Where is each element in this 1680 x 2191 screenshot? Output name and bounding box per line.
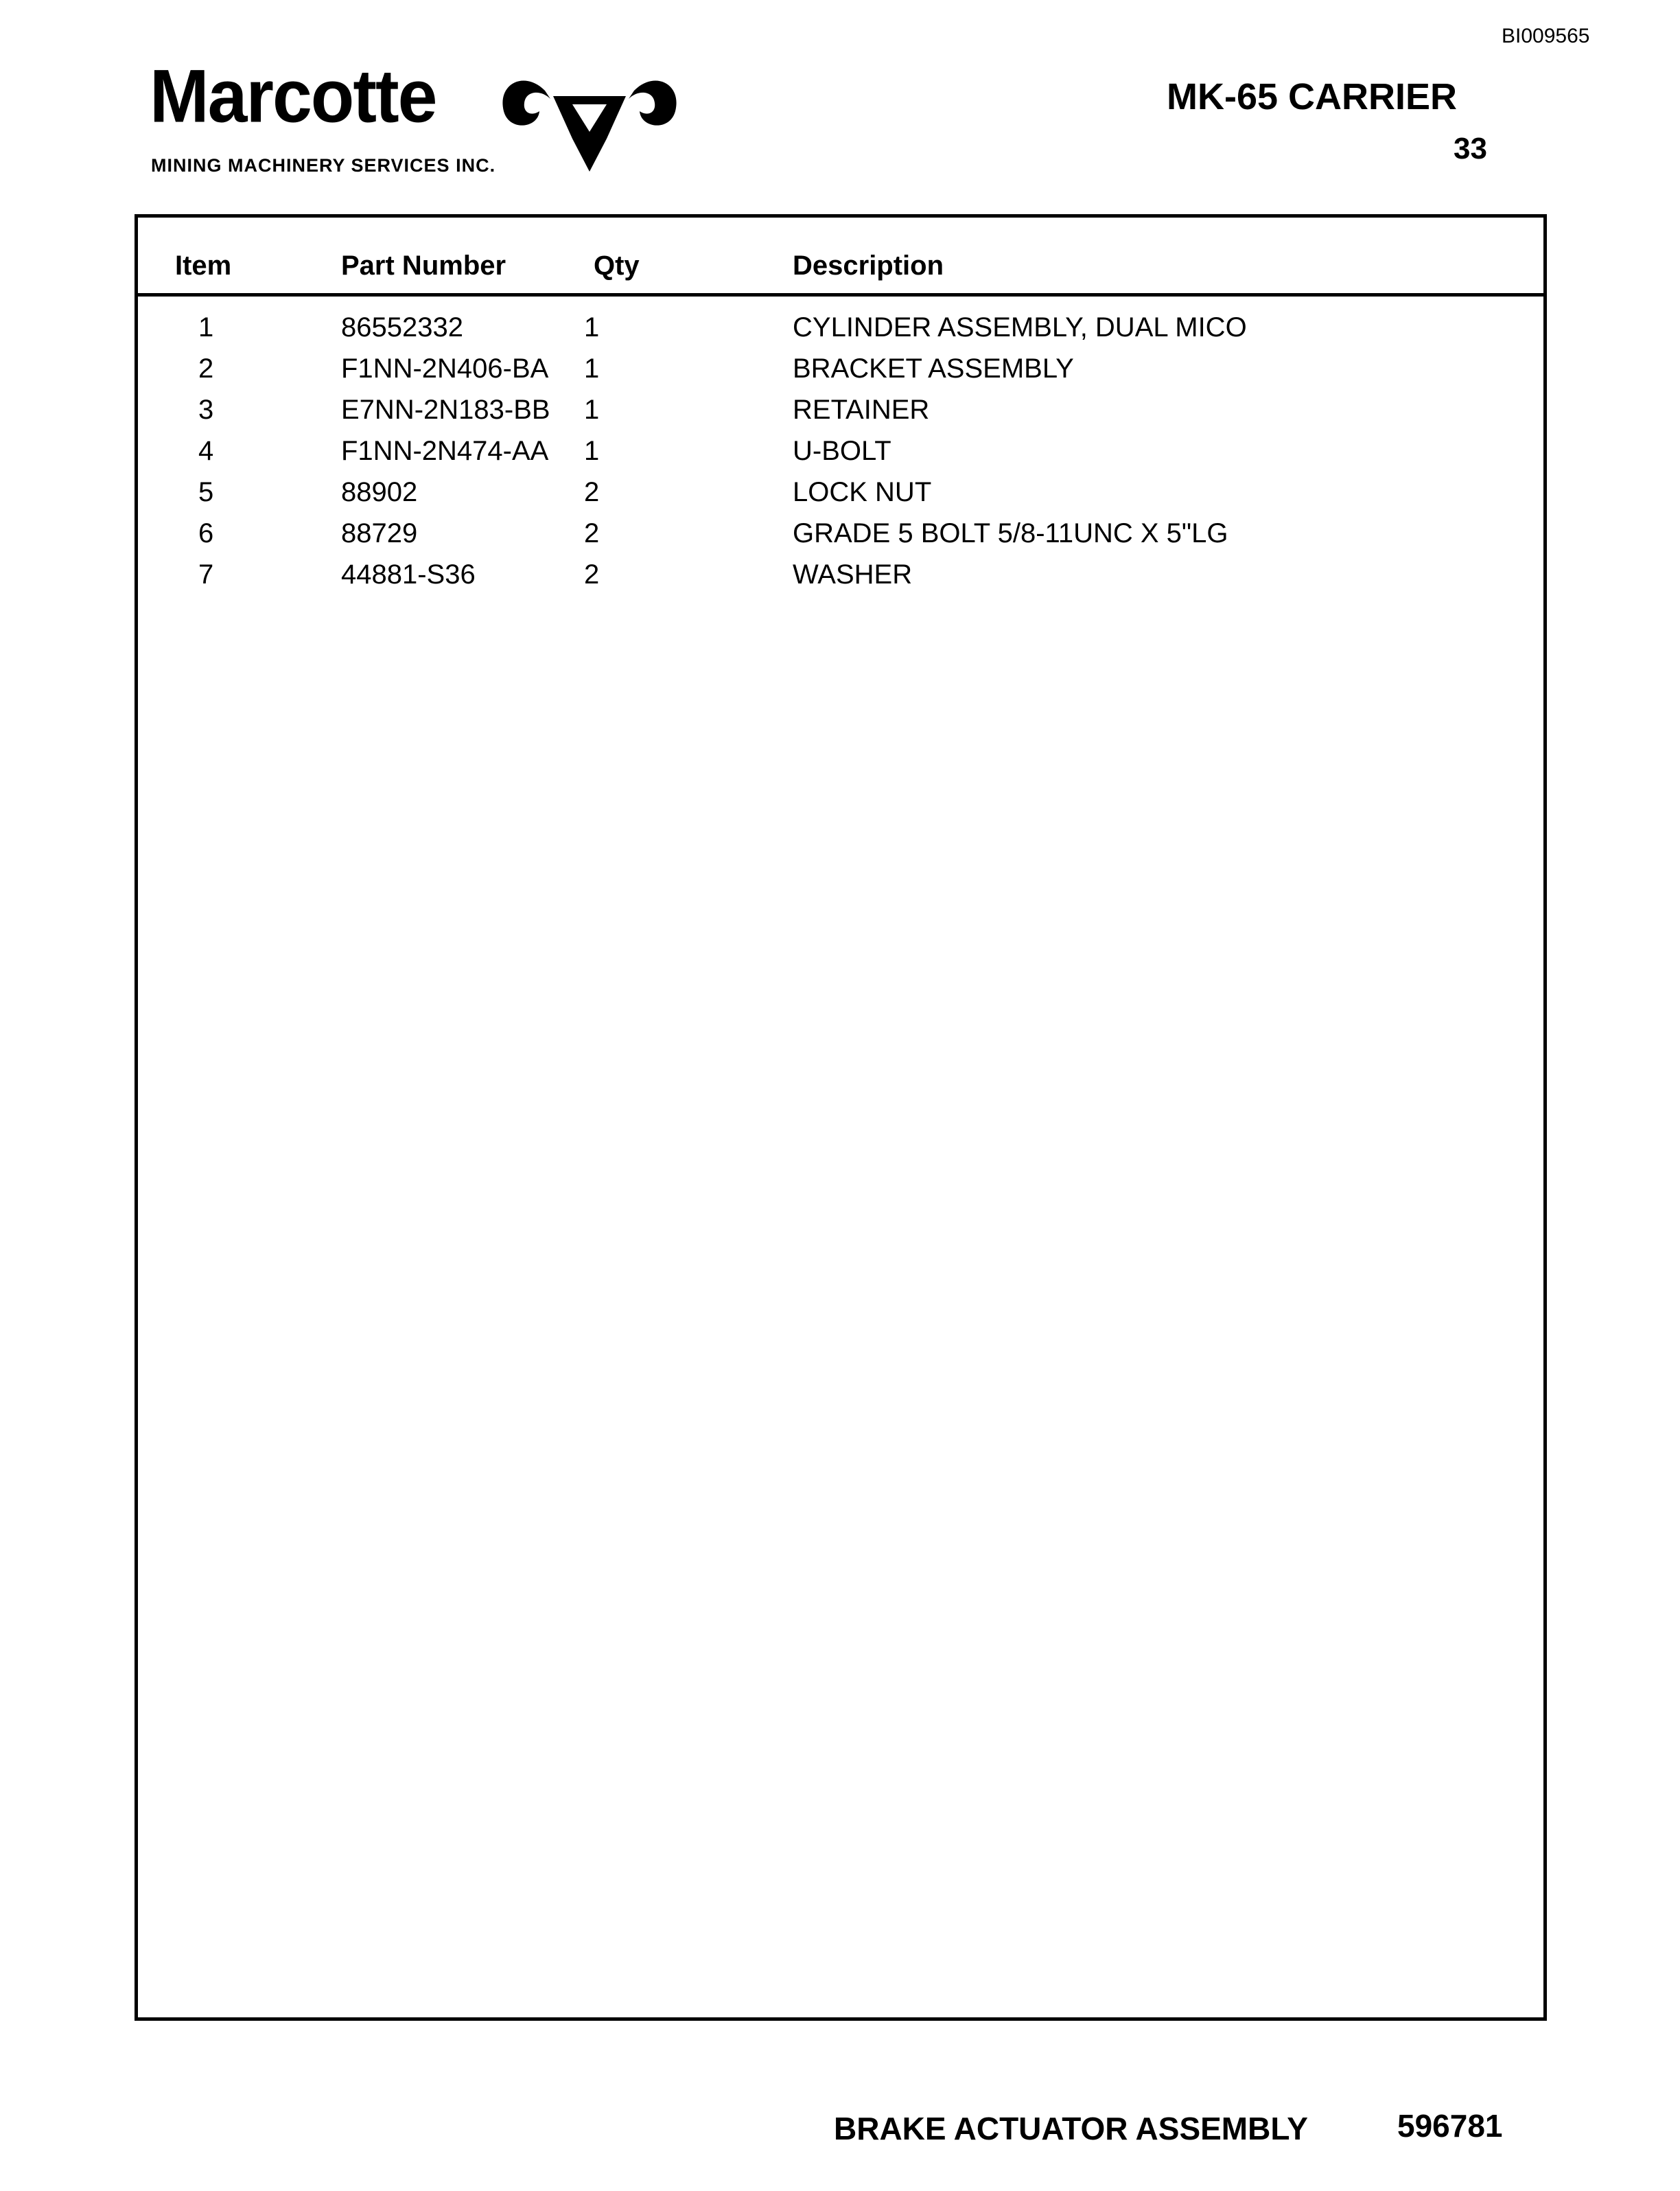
cell-qty: 2 [584,518,600,548]
logo-tagline: MINING MACHINERY SERVICES INC. [151,155,496,176]
cell-qty: 1 [584,436,600,466]
cell-qty: 2 [584,477,600,507]
cell-part-number: 44881-S36 [341,559,476,590]
header-divider [138,293,1543,297]
cell-qty: 1 [584,395,600,425]
table-row [138,353,1543,395]
cell-qty: 1 [584,312,600,343]
column-header-description: Description [793,251,944,281]
table-row [138,477,1543,518]
logo-wordmark: Marcotte [150,54,436,139]
cell-part-number: E7NN-2N183-BB [341,395,550,425]
cell-description: GRADE 5 BOLT 5/8-11UNC X 5"LG [793,518,1228,548]
cell-item: 1 [198,312,214,343]
cell-qty: 2 [584,559,600,590]
cell-description: WASHER [793,559,913,590]
parts-table [135,214,1547,2021]
table-row [138,436,1543,477]
column-header-item: Item [175,251,232,281]
column-header-part-number: Part Number [341,251,506,281]
cell-item: 4 [198,436,214,466]
column-header-qty: Qty [594,251,640,281]
cell-item: 3 [198,395,214,425]
cell-description: U-BOLT [793,436,891,466]
cell-description: RETAINER [793,395,930,425]
cell-description: LOCK NUT [793,477,932,507]
document-id: BI009565 [1502,25,1590,47]
company-logo [150,54,671,180]
cell-part-number: F1NN-2N406-BA [341,353,549,384]
cell-item: 6 [198,518,214,548]
cell-description: CYLINDER ASSEMBLY, DUAL MICO [793,312,1247,343]
cell-part-number: 88902 [341,477,418,507]
document-title: MK-65 CARRIER [1167,76,1458,117]
table-row [138,559,1543,601]
assembly-number: 596781 [1397,2108,1503,2144]
ram-head-icon [497,63,682,173]
page-number: 33 [1454,132,1487,165]
table-row [138,395,1543,436]
cell-item: 5 [198,477,214,507]
table-row [138,518,1543,559]
cell-qty: 1 [584,353,600,384]
cell-item: 7 [198,559,214,590]
cell-part-number: 86552332 [341,312,463,343]
cell-part-number: 88729 [341,518,418,548]
cell-part-number: F1NN-2N474-AA [341,436,549,466]
table-row [138,312,1543,353]
cell-description: BRACKET ASSEMBLY [793,353,1074,384]
table-body [138,312,1543,601]
assembly-title: BRAKE ACTUATOR ASSEMBLY [834,2111,1308,2146]
cell-item: 2 [198,353,214,384]
